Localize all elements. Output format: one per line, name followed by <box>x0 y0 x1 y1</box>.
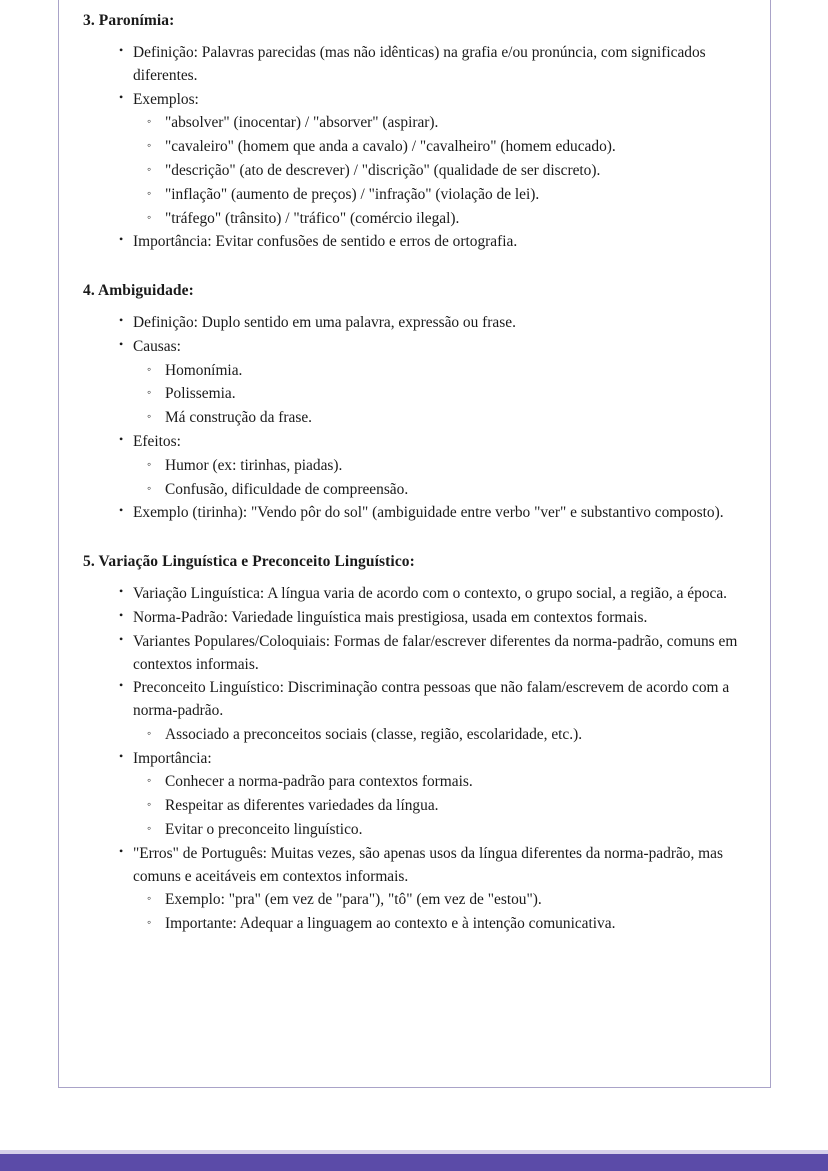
sub-list-item <box>133 479 752 502</box>
bullet-circle-icon: ◦ <box>147 773 152 788</box>
bullet-circle-icon: ◦ <box>147 821 152 836</box>
list-item-text: Exemplo (tirinha): "Vendo pôr do sol" (ambiguidade entre verbo "ver" e substantivo composto). <box>133 504 724 522</box>
sub-list-item <box>133 184 752 207</box>
list-item-text: Norma-Padrão: Variedade linguística mais prestigiosa, usada em contextos formais. <box>133 608 648 626</box>
list-item <box>83 89 752 231</box>
sub-bullet-list <box>133 889 752 936</box>
bullet-circle-icon: ◦ <box>147 361 152 376</box>
sub-list-item <box>133 160 752 183</box>
section-heading: 5. Variação Linguística e Preconceito Linguístico: <box>83 553 415 571</box>
section <box>83 552 752 936</box>
bullet-circle-icon: ◦ <box>147 456 152 471</box>
sub-list-item-text: "inflação" (aumento de preços) / "infração" (violação de lei). <box>165 185 540 203</box>
list-item-text: Importância: Evitar confusões de sentido e erros de ortografia. <box>133 233 518 251</box>
bullet-disc-icon: • <box>119 607 124 622</box>
bullet-circle-icon: ◦ <box>147 480 152 495</box>
sub-list-item <box>133 208 752 231</box>
bullet-circle-icon: ◦ <box>147 385 152 400</box>
list-item-text: Definição: Duplo sentido em uma palavra, expressão ou frase. <box>133 314 516 332</box>
document-page <box>58 0 771 1088</box>
bullet-disc-icon: • <box>119 432 124 446</box>
list-item-text: Efeitos: <box>133 433 181 450</box>
sub-list-item <box>133 407 752 430</box>
bullet-disc-icon: • <box>119 336 124 351</box>
list-item <box>83 843 752 936</box>
sub-list-item-text: "absolver" (inocentar) / "absorver" (aspirar). <box>165 114 439 132</box>
bullet-disc-icon: • <box>119 313 124 328</box>
list-item-text: Importância: <box>133 749 212 767</box>
bullet-circle-icon: ◦ <box>147 114 152 129</box>
section-heading: 3. Paronímia: <box>83 12 175 29</box>
list-item <box>83 631 752 677</box>
list-item-text: Exemplos: <box>133 90 199 108</box>
sub-bullet-list <box>133 455 752 502</box>
list-item-text: Preconceito Linguístico: Discriminação contra pessoas que não falam/escrevem de acordo com a norma-padrão. <box>133 679 730 720</box>
bullet-list <box>83 42 752 254</box>
sub-list-item <box>133 819 752 842</box>
sub-bullet-list <box>133 771 752 841</box>
list-item <box>83 607 752 630</box>
bullet-disc-icon: • <box>119 232 124 247</box>
sub-bullet-list <box>133 112 752 230</box>
bullet-disc-icon: • <box>119 89 124 104</box>
list-item-text: "Erros" de Português: Muitas vezes, são apenas usos da língua diferentes da norma-padrão, mas comuns e aceitáveis em contextos informais. <box>133 844 723 885</box>
sub-list-item-text: Humor (ex: tirinhas, piadas). <box>165 456 343 474</box>
bullet-circle-icon: ◦ <box>147 161 152 176</box>
sub-list-item-text: Associado a preconceitos sociais (classe, região, escolaridade, etc.). <box>165 725 583 743</box>
sub-list-item <box>133 724 752 747</box>
list-item <box>83 231 752 254</box>
bullet-list <box>83 312 752 525</box>
bullet-disc-icon: • <box>119 503 124 518</box>
sub-list-item <box>133 913 752 936</box>
sub-list-item-text: Importante: Adequar a linguagem ao contexto e à intenção comunicativa. <box>165 915 616 933</box>
sub-list-item <box>133 771 752 794</box>
list-item <box>83 336 752 430</box>
bullet-circle-icon: ◦ <box>147 797 152 812</box>
sub-list-item <box>133 795 752 818</box>
section <box>83 281 752 525</box>
list-item-text: Causas: <box>133 337 181 355</box>
list-item <box>83 583 752 606</box>
bullet-circle-icon: ◦ <box>147 891 152 906</box>
sub-list-item-text: Confusão, dificuldade de compreensão. <box>165 480 409 498</box>
section-heading: 4. Ambiguidade: <box>83 282 194 300</box>
sub-list-item <box>133 889 752 912</box>
list-item-text: Definição: Palavras parecidas (mas não idênticas) na grafia e/ou pronúncia, com significados diferentes. <box>133 43 706 84</box>
bullet-circle-icon: ◦ <box>147 185 152 200</box>
list-item-text: Variação Linguística: A língua varia de acordo com o contexto, o grupo social, a região, a época. <box>133 585 728 603</box>
bullet-circle-icon: ◦ <box>147 725 152 740</box>
sub-list-item <box>133 455 752 478</box>
bullet-circle-icon: ◦ <box>147 915 152 930</box>
sub-list-item-text: "cavaleiro" (homem que anda a cavalo) / "cavalheiro" (homem educado). <box>165 138 616 156</box>
sub-list-item-text: Evitar o preconceito linguístico. <box>165 821 363 839</box>
bullet-disc-icon: • <box>119 678 124 693</box>
section <box>83 11 752 254</box>
sub-list-item-text: Exemplo: "pra" (em vez de "para"), "tô" (em vez de "estou"). <box>165 891 542 909</box>
sub-list-item-text: "descrição" (ato de descrever) / "discrição" (qualidade de ser discreto). <box>165 161 601 179</box>
list-item <box>83 502 752 525</box>
bullet-disc-icon: • <box>119 631 124 646</box>
bullet-disc-icon: • <box>119 748 124 763</box>
sub-list-item <box>133 383 752 406</box>
sub-list-item-text: Má construção da frase. <box>165 409 313 427</box>
document-content <box>59 0 770 1087</box>
list-item <box>83 748 752 842</box>
bullet-circle-icon: ◦ <box>147 409 152 424</box>
list-item <box>83 431 752 501</box>
list-item <box>83 312 752 335</box>
sub-list-item-text: "tráfego" (trânsito) / "tráfico" (comércio ilegal). <box>165 209 460 227</box>
bullet-circle-icon: ◦ <box>147 209 152 224</box>
list-item <box>83 677 752 746</box>
bullet-disc-icon: • <box>119 584 124 599</box>
sub-list-item-text: Polissemia. <box>165 385 236 403</box>
list-item-text: Variantes Populares/Coloquiais: Formas de falar/escrever diferentes da norma-padrão, comuns em contextos informais. <box>133 632 738 673</box>
bullet-circle-icon: ◦ <box>147 138 152 153</box>
list-item <box>83 42 752 88</box>
bullet-disc-icon: • <box>119 843 124 858</box>
footer-accent-bar <box>0 1154 828 1171</box>
sub-list-item <box>133 136 752 159</box>
sub-list-item <box>133 112 752 135</box>
sub-bullet-list <box>133 724 752 747</box>
sub-list-item <box>133 360 752 383</box>
sub-list-item-text: Homonímia. <box>165 361 243 379</box>
sub-list-item-text: Respeitar as diferentes variedades da língua. <box>165 797 439 815</box>
bullet-disc-icon: • <box>119 42 124 57</box>
sub-bullet-list <box>133 360 752 430</box>
bullet-list <box>83 583 752 936</box>
sub-list-item-text: Conhecer a norma-padrão para contextos formais. <box>165 773 473 791</box>
